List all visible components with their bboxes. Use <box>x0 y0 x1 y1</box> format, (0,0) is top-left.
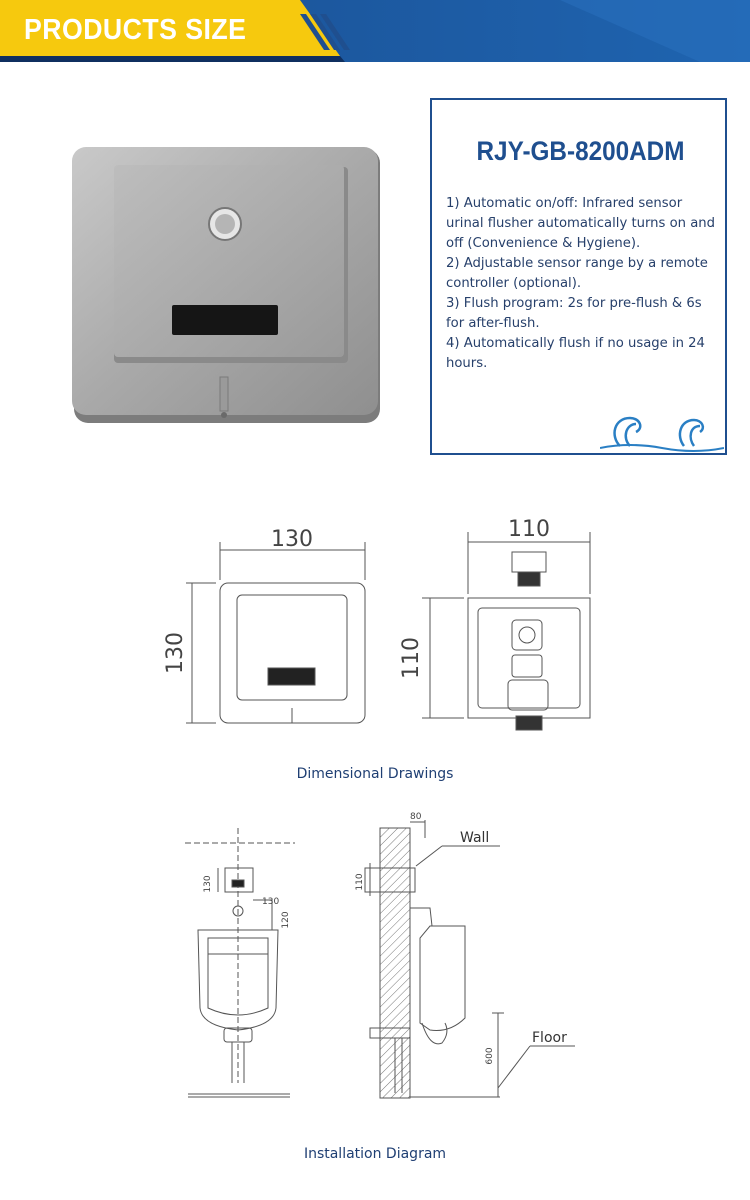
front-plate <box>220 583 365 723</box>
dim-130-height: 130 <box>203 875 213 893</box>
dim-120: 120 <box>281 911 291 929</box>
installation-caption: Installation Diagram <box>303 1146 447 1162</box>
dim-80: 80 <box>410 812 422 822</box>
dim-600: 600 <box>485 1047 495 1065</box>
wall-label: Wall <box>460 830 490 846</box>
product-photo <box>70 145 385 430</box>
back-width-label: 110 <box>508 517 550 542</box>
dim-110: 110 <box>355 873 365 891</box>
wave-icon <box>600 408 724 452</box>
front-width-label: 130 <box>271 527 313 552</box>
dim-130-width: 130 <box>262 897 280 907</box>
feature-item: 1) Automatic on/off: Infrared sensor urinal flusher automatically turns on and off (Convenience & Hygiene). <box>446 196 716 251</box>
back-height-label: 110 <box>399 637 424 679</box>
back-box <box>468 598 590 718</box>
front-height-label: 130 <box>163 632 188 674</box>
feature-item: 2) Adjustable sensor range by a remote controller (optional). <box>446 256 708 291</box>
feature-item: 3) Flush program: 2s for pre-flush & 6s for after-flush. <box>446 296 702 331</box>
spec-box <box>430 98 727 455</box>
dimensional-drawing <box>160 510 600 750</box>
floor-label: Floor <box>532 1030 567 1046</box>
page-title: PRODUCTS SIZE <box>24 14 247 46</box>
feature-item: 4) Automatically flush if no usage in 24 hours. <box>446 336 705 371</box>
model-number: RJY-GB-8200ADM <box>476 136 685 166</box>
feature-list <box>446 194 718 374</box>
installation-diagram <box>180 808 600 1113</box>
dimensional-caption: Dimensional Drawings <box>296 766 454 782</box>
